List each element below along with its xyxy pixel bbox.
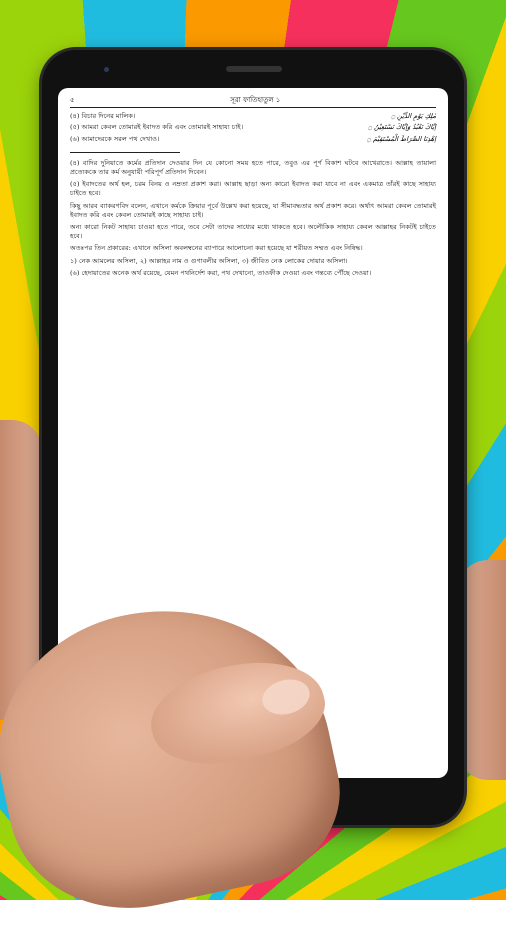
page-number: ৫ — [70, 96, 75, 104]
footnote-paragraph: কিছু আরব ব্যাকরণবিদ বলেন, এখানে কর্মকে ক্রিয়ার পূর্বে উল্লেখ করা হয়েছে, যা সীমাবদ্ধতার অর্থ প্রকাশ করে। অর্থাৎ আমরা কেবল তোমারই ইবাদত করি এবং কেবল তোমারই কাছে সাহায্য চাই। — [70, 201, 436, 219]
verse-row: (৫) আমরা কেবল তোমারই ইবাদত করি এবং তোমারই সাহায্য চাই। اِيَّاكَ نَعْبُدُ وَاِيَّاكَ نَسْتَعِيْنُ ۝ — [70, 123, 436, 132]
footnote-paragraph: অন্য কারো নিকট সাহায্য চাওয়া হতে পারে, তবে সেটা তাদের সাধ্যের মধ্যে থাকতে হবে। অলৌকিক সাহায্য কেবল আল্লাহর নিকটই চাইতে হবে। — [70, 223, 436, 241]
chapter-title: সূরা ফাতিহাতুল ১ — [230, 96, 281, 104]
footnote-paragraph: (৪) বাদির দুনিয়াতে কর্মের প্রতিদান দেওয়ার দিন যে কোনো সময় হতে পারে, তবুও এর পূর্ণ বিকাশ ঘটবে আখেরাতে। আল্লাহ তায়ালা প্রত্যেককে তার কর্ম অনুযায়ী পরিপূর্ণ প্রতিদান দিবেন। — [70, 158, 436, 177]
verse-row: (৬) আমাদেরকে সরল পথ দেখাও। اِهْدِنَا الصِّرَاطَ الْمُسْتَقِيْمَ ۝ — [70, 134, 436, 143]
page-header — [70, 96, 436, 108]
speaker-grille — [226, 66, 282, 72]
footnote-paragraph: (৬) হেদায়াতের অনেক অর্থ রয়েছে, যেমন পথনির্দেশ করা, পথ দেখানো, তাওফীক দেওয়া এবং গন্তব্যে পৌঁছে দেওয়া। — [70, 268, 372, 277]
footnote-divider — [70, 152, 180, 153]
footnote-paragraph: ১) নেক আমলের অসিলা, ২) আল্লাহর নাম ও গুণাবলীর অসিলা, ৩) জীবিত নেক লোকের দোয়ার অসিলা। — [70, 256, 348, 265]
verse-row: (৪) বিচার দিনের মালিক। مٰلِكِ يَوْمِ الدِّيْنِ ۝ — [70, 112, 436, 121]
footnote-paragraph: অতঃপর তিন প্রকারের: এখানে অসিলা অবলম্বনের ব্যাপারে আলোচনা করা হয়েছে যা শরীয়ত সম্মত এবং নিষিদ্ধ। — [70, 244, 363, 253]
hand-right-fingers — [458, 560, 506, 780]
front-camera-icon — [104, 67, 109, 72]
footnote-paragraph: (৫) ইবাদতের অর্থ হল, চরম বিনয় ও নম্রতা প্রকাশ করা। আল্লাহ ছাড়া অন্য কারো ইবাদত করা যাবে না এবং একমাত্র তাঁরই কাছে সাহায্য চাইতে হবে। — [70, 180, 437, 198]
